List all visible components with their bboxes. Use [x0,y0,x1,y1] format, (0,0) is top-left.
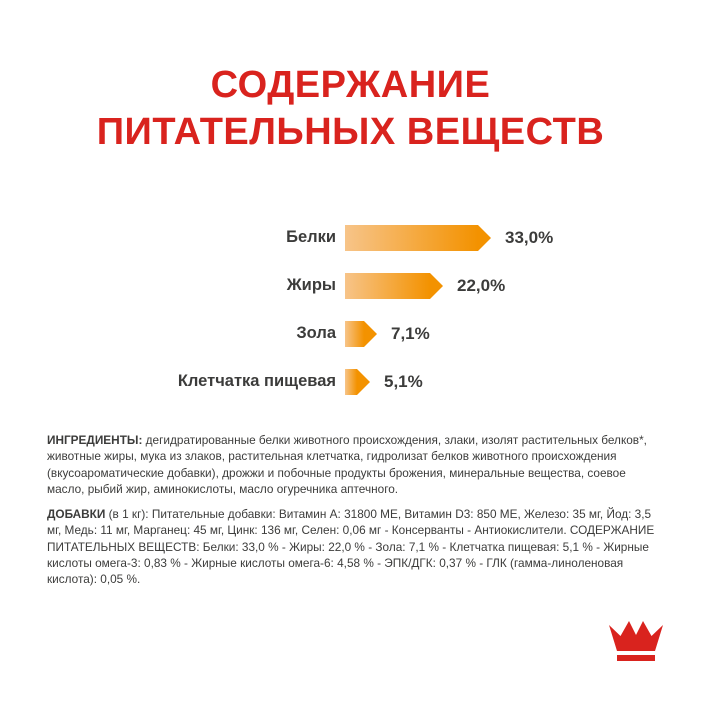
additives-paragraph [47,506,655,587]
chart-category-label: Клетчатка пищевая [177,372,336,390]
chart-row [0,262,701,309]
title-line-1: СОДЕРЖАНИЕ [210,64,491,106]
additives-body: (в 1 кг): Питательные добавки: Витамин А: 31800 МЕ, Витамин D3: 850 МЕ, Железо: 35 мг, Йод: 3,5 мг, Медь: 11 мг, Марганец: 45 мг, Цинк: 136 мг, Селен: 0,06 мг - Консерванты - Антиокислители. СОДЕРЖАНИЕ ПИТАТЕЛЬНЫХ ВЕЩЕСТВ: Белки: 33,0 % - Жиры: 22,0 % - Зола: 7,1 % - Клетчатка пищевая: 5,1 % - Жирные кислоты омега-3: 0,83 % - Жирные кислоты омега-6: 4,58 % - ЭПК/ДГК: 0,37 % - ГЛК (гамма-линоленовая кислота): 0,05 %. [47,507,655,587]
chart-bar [345,225,491,251]
ingredients-lead: ИНГРЕДИЕНТЫ: [47,433,143,447]
chart-value-label: 7,1% [391,323,430,343]
ingredients-paragraph [47,432,655,497]
page-title [0,62,701,156]
chart-bar-wrap [345,273,701,299]
chart-value-label: 5,1% [384,371,423,391]
chart-category-label: Зола [296,324,336,342]
chart-value-label: 33,0% [505,227,554,247]
chart-category-label: Жиры [286,276,336,294]
chart-row [0,214,701,261]
additives-lead: ДОБАВКИ [47,507,106,522]
chart-bar-wrap [345,225,701,251]
chart-row [0,310,701,357]
chart-bar [345,369,370,395]
chart-bar [345,321,377,347]
chart-bar-wrap [345,321,701,347]
nutrient-bar-chart [0,214,701,406]
chart-row [0,358,701,405]
title-line-2: ПИТАТЕЛЬНЫХ ВЕЩЕСТВ [96,111,605,153]
chart-category-label: Белки [286,228,336,246]
royal-canin-crown-logo [605,609,667,671]
chart-bar-wrap [345,369,701,395]
composition-text [47,432,655,588]
ingredients-body: дегидратированные белки животного происхождения, злаки, изолят растительных белков*, животные жиры, мука из злаков, растительная клетчатка, гидролизат белков животного происхождения (вкусоароматические добавки), дрожжи и побочные продукты брожения, минеральные вещества, соевое масло, рыбий жир, аминокислоты, масло огуречника аптечного. [47,433,647,496]
chart-value-label: 22,0% [457,275,506,295]
chart-bar [345,273,443,299]
